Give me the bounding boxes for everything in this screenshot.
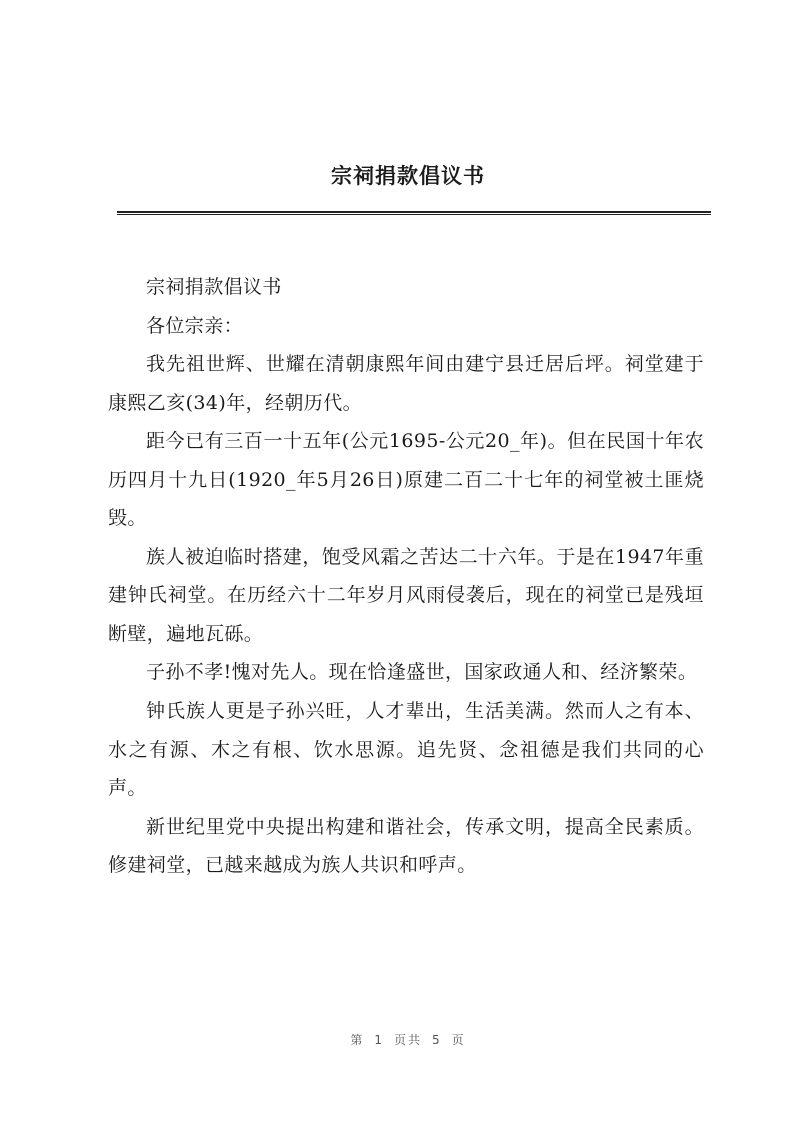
title-divider [117,211,711,215]
document-body [108,268,704,885]
paragraph: 钟氏族人更是子孙兴旺，人才辈出，生活美满。然而人之有本、水之有源、木之有根、饮水思源。追先贤、念祖德是我们共同的心声。 [108,700,704,800]
footer-suffix: 页 [451,1033,466,1047]
page-footer [0,1031,800,1048]
paragraph: 族人被迫临时搭建，饱受风霜之苦达二十六年。于是在1947年重建钟氏祠堂。在历经六十二年岁月风雨侵袭后，现在的祠堂已是残垣断壁，遍地瓦砾。 [108,545,704,645]
paragraph: 我先祖世辉、世耀在清朝康熙年间由建宁县迁居后坪。祠堂建于康熙乙亥(34)年，经朝历代。 [108,353,704,414]
footer-middle: 页共 [393,1033,422,1047]
body-heading: 宗祠捐款倡议书 [146,276,282,298]
document-title: 宗祠捐款倡议书 [331,164,485,188]
paragraph: 子孙不孝!愧对先人。现在恰逢盛世，国家政通人和、经济繁荣。 [146,661,698,684]
footer-prefix: 第 [350,1033,365,1047]
footer-page-number: 1 [374,1033,384,1047]
paragraph: 距今已有三百一十五年(公元1695-公元20_年)。但在民国十年农历四月十九日(1920_年5月26日)原建二百二十七年的祠堂被土匪烧毁。 [108,430,704,530]
salutation: 各位宗亲： [146,314,244,337]
paragraph: 新世纪里党中央提出构建和谐社会，传承文明，提高全民素质。修建祠堂，已越来越成为族人共识和呼声。 [108,815,704,877]
footer-page-total: 5 [432,1033,442,1047]
